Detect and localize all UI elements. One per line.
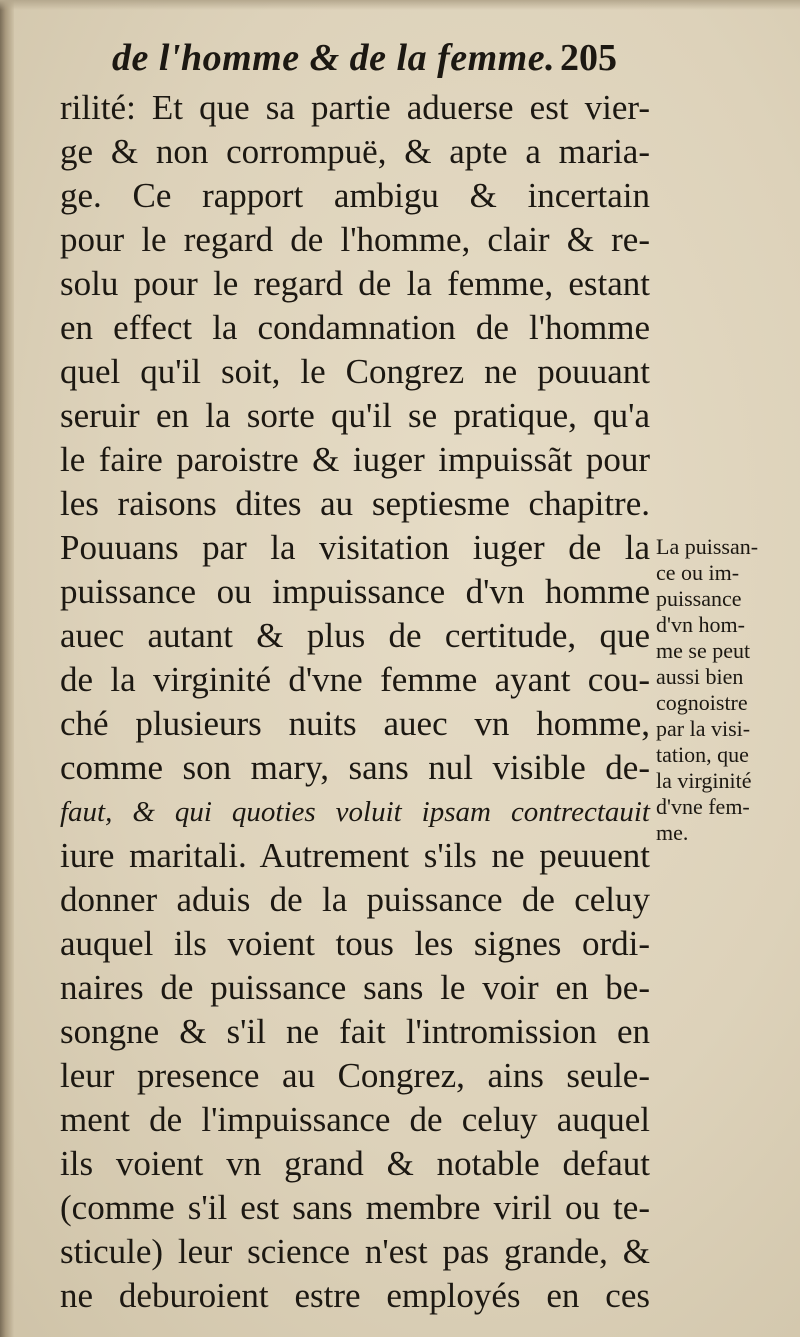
text-line: solu pour le regard de la femme, estant xyxy=(60,264,650,303)
text-line: ge & non corrompuë, & apte a maria- xyxy=(60,132,650,171)
text-line: quel qu'il soit, le Congrez ne pouuant xyxy=(60,352,650,391)
running-title: de l'homme & de la femme. xyxy=(112,37,556,79)
text-line: iure maritali. Autrement s'ils ne peuuent xyxy=(60,836,650,875)
margin-note-line: puissance xyxy=(656,586,742,611)
margin-note-line: d'vn hom- xyxy=(656,612,745,637)
text-line: songne & s'il ne fait l'intromission en xyxy=(60,1012,650,1051)
text-line: auec autant & plus de certitude, que xyxy=(60,616,650,655)
text-line: sticule) leur science n'est pas grande, & xyxy=(60,1232,650,1271)
margin-note-line: me se peut xyxy=(656,638,751,663)
margin-note-line: tation, que xyxy=(656,742,749,767)
text-line: ge. Ce rapport ambigu & incertain xyxy=(60,176,650,215)
text-line: seruir en la sorte qu'il se pratique, qu'a xyxy=(60,396,650,435)
margin-note xyxy=(656,534,792,846)
text-line: ils voient vn grand & notable defaut xyxy=(60,1144,650,1183)
margin-note-line: me. xyxy=(656,820,689,845)
text-line: ment de l'impuissance de celuy auquel xyxy=(60,1100,650,1139)
text-line: le faire paroistre & iuger impuissãt pour xyxy=(60,440,650,479)
margin-note-line: La puissan- xyxy=(656,534,759,559)
text-line: (comme s'il est sans membre viril ou te- xyxy=(60,1188,650,1227)
text-line: pour le regard de l'homme, clair & re- xyxy=(60,220,650,259)
text-line: puissance ou impuissance d'vn homme xyxy=(60,572,650,611)
text-line-latin: faut, & qui quoties voluit ipsam contrectauit xyxy=(60,796,650,828)
margin-note-line: aussi bien xyxy=(656,664,744,689)
margin-note-line: la virginité xyxy=(656,768,752,793)
text-line: comme son mary, sans nul visible de- xyxy=(60,748,650,787)
text-line: les raisons dites au septiesme chapitre. xyxy=(60,484,650,523)
margin-note-line: par la visi- xyxy=(656,716,751,741)
margin-note-line: ce ou im- xyxy=(656,560,740,585)
text-line: ne deburoient estre employés en ces xyxy=(60,1276,650,1315)
margin-note-line: d'vne fem- xyxy=(656,794,750,819)
text-line: leur presence au Congrez, ains seule- xyxy=(60,1056,650,1095)
text-line: rilité: Et que sa partie aduerse est vier- xyxy=(60,88,650,127)
page-number: 205 xyxy=(560,37,617,79)
text-line: ché plusieurs nuits auec vn homme, xyxy=(60,704,650,743)
text-line: de la virginité d'vne femme ayant cou- xyxy=(60,660,650,699)
text-line: naires de puissance sans le voir en be- xyxy=(60,968,650,1007)
text-line: auquel ils voient tous les signes ordi- xyxy=(60,924,650,963)
text-line: Pouuans par la visitation iuger de la xyxy=(60,528,650,567)
text-line: donner aduis de la puissance de celuy xyxy=(60,880,650,919)
text-line: en effect la condamnation de l'homme xyxy=(60,308,650,347)
margin-note-line: cognoistre xyxy=(656,690,748,715)
